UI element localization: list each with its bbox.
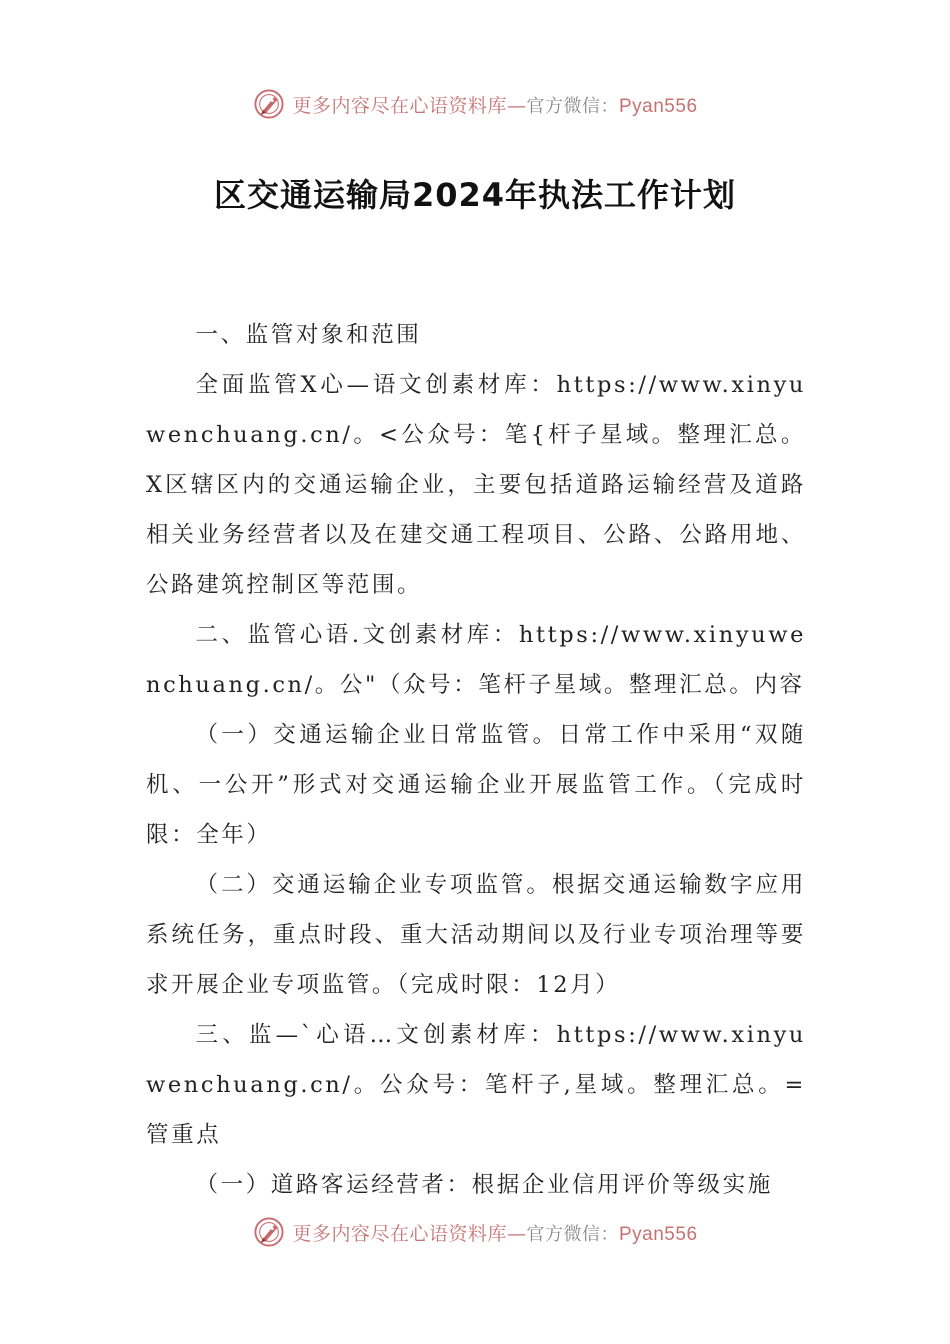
section-heading-3: 三、监—`心语…文创素材库：https://www.xinyuwenchuang.cn/。公众号：笔杆子,星域。整理汇总。=管重点 [146, 1022, 806, 1148]
footer-watermark [0, 1212, 950, 1252]
paragraph-passenger-transport: （一）道路客运经营者：根据企业信用评价等级实施 [195, 1172, 773, 1198]
watermark-site-text: 更多内容尽在心语资料库 [292, 94, 507, 117]
document-body [146, 310, 806, 1210]
pen-nib-logo-icon [252, 87, 286, 121]
watermark-official-label: 官方微信： [526, 95, 619, 117]
paragraph-daily-supervision: （一）交通运输企业日常监管。日常工作中采用“双随机、一公开”形式对交通运输企业开展监管工作。（完成时限：全年） [146, 722, 806, 848]
watermark-separator: — [507, 1222, 527, 1245]
document-title: 区交通运输局2024年执法工作计划 [213, 176, 737, 214]
watermark-wechat-id: Pyan556 [619, 1223, 698, 1245]
watermark-wechat-id: Pyan556 [619, 95, 698, 117]
paragraph-special-supervision: （二）交通运输企业专项监管。根据交通运输数字应用系统任务，重点时段、重大活动期间以及行业专项治理等要求开展企业专项监管。（完成时限：12月） [146, 872, 806, 998]
pen-nib-logo-icon [252, 1215, 286, 1249]
paragraph-supervision-scope: 全面监管X心—语文创素材库：https://www.xinyuwenchuang.cn/。<公众号：笔{杆子星域。整理汇总。X区辖区内的交通运输企业，主要包括道路运输经营及道路相关业务经营者以及在建交通工程项目、公路、公路用地、公路建筑控制区等范围。 [146, 372, 806, 598]
watermark-official-label: 官方微信： [526, 1223, 619, 1245]
section-heading-1: 一、监管对象和范围 [195, 322, 422, 348]
section-heading-2: 二、监管心语.文创素材库：https://www.xinyuwenchuang.cn/。公"（众号：笔杆子星域。整理汇总。内容 [146, 622, 806, 698]
header-watermark [0, 84, 950, 124]
watermark-site-text: 更多内容尽在心语资料库 [292, 1222, 507, 1245]
watermark-separator: — [507, 94, 527, 117]
